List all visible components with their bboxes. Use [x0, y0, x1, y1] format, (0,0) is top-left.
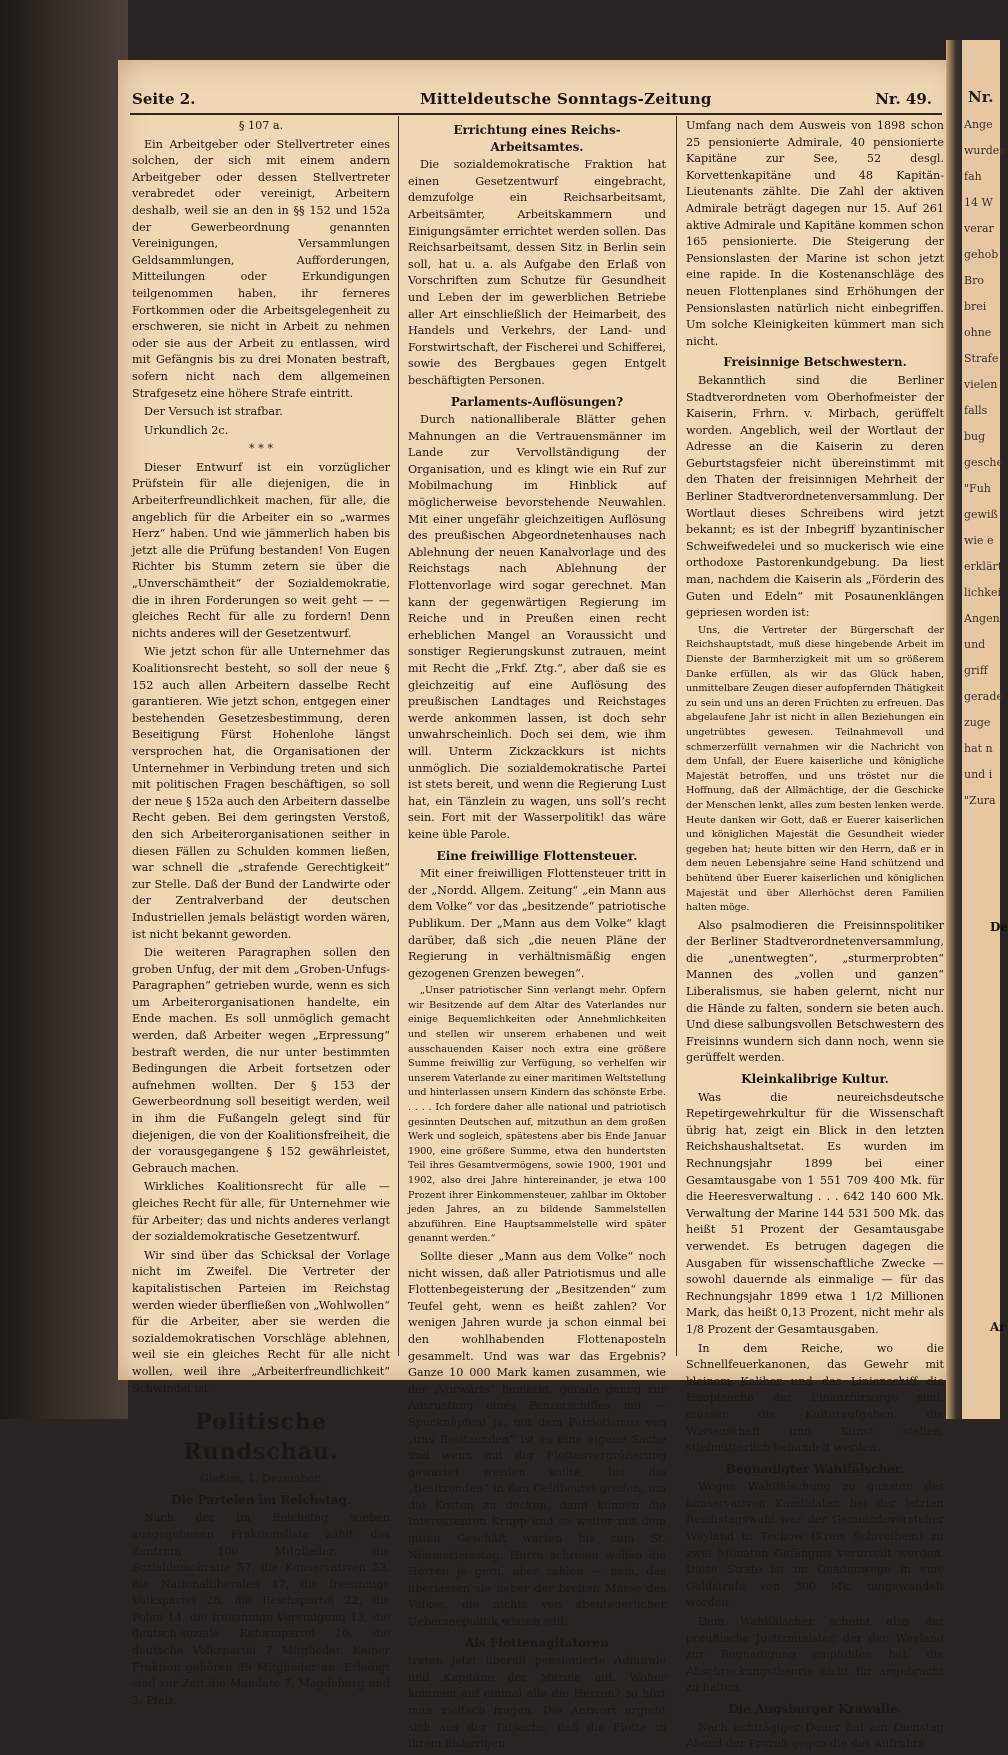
- adjacent-page-text-fragment: verar: [964, 222, 994, 235]
- article-text: Ein Arbeitgeber oder Stellvertreter eines solchen, der sich mit einem andern Arbeitgeber oder dessen Stellvertreter verabredet oder vereinigt, Arbeitern deshalb, weil sie an den in §§ 152 und 152a der Gewerbeordnung genannten Vereinigungen, Versammlungen Geldsammlungen, Aufforderungen, Mitteilungen oder Erkundigungen teilgenommen haben, ihr ferneres Fortkommen oder die Arbeitsgelegenheit zu erschweren, sie nicht in Arbeit zu nehmen oder sie aus der Arbeit zu entlassen, wird mit Gefängnis bis zu drei Monaten bestraft, sofern nicht nach dem allgemeinen Strafgesetz eine höhere Strafe eintritt.: [132, 137, 390, 400]
- adjacent-page-text-fragment: Bro: [964, 274, 984, 287]
- adjacent-page-heading-fragment: Ar: [990, 1320, 1006, 1334]
- article-heading: Als Flottenagitatoren: [465, 1635, 609, 1650]
- quoted-text: Uns, die Vertreter der Bürgerschaft der Reichshauptstadt, muß diese hingebende Arbeit im Dienste der Barmherzigkeit mit um so größerem Danke erfüllen, als wir das Glück haben, unmittelbare Zeugen dieser aufopfernden Thätigkeit zu sein und uns an deren Früchten zu erfreuen. Das abgelaufene Jahr ist nicht in allen Beziehungen ein ungetrübtes gewesen. Teilnahmevoll und schmerzerfüllt vernahmen wir die Nachricht von dem Unfall, der Euere kaiserliche und königliche Majestät betroffen, und uns tröstet nur die Hoffnung, daß der Allmächtige, der die Geschicke der Menschen lenkt, alles zum besten lenken werde. Heute danken wir Gott, daß er Euerer kaiserlichen und königlichen Majestät die Gesundheit wieder gegeben hat; heute bitten wir den Herrn, daß er in dem neuen Lebensjahre seine Hand schützend und behütend über Euerer kaiserlichen und königlichen Majestät und über Allerhöchst deren Familien halten möge.: [686, 624, 944, 914]
- article-heading: Parlaments-Auflösungen?: [450, 394, 624, 409]
- adjacent-page-text-fragment: zuge: [964, 716, 991, 729]
- adjacent-page-text-fragment: ohne: [964, 326, 992, 339]
- article-text: Dem Wahlfälscher scheint also der preußische Justizminister, der den Weyland zur Begnadigung empfohlen hat, die Abschreckungstheorie nicht für angebracht zu halten.: [686, 1615, 944, 1695]
- book-binding-edge: [0, 0, 128, 1419]
- adjacent-page-text-fragment: wurden: [964, 144, 1007, 157]
- dateline: Gießen, 1. Dezember.: [200, 1472, 322, 1486]
- adjacent-page-text-fragment: gerade: [964, 690, 1003, 703]
- article-text: Urkundlich 2c.: [144, 423, 229, 437]
- adjacent-page-text-fragment: Ange: [964, 118, 993, 131]
- adjacent-page-text-fragment: fah: [964, 170, 982, 183]
- page-header: [130, 90, 950, 112]
- adjacent-page-text-fragment: griff: [964, 664, 988, 677]
- newspaper-page: [118, 60, 960, 1751]
- adjacent-page-text-fragment: "Zura: [964, 794, 996, 807]
- adjacent-page-text-fragment: gehob: [964, 248, 999, 261]
- article-heading: Freisinnige Betschwestern.: [723, 355, 907, 370]
- adjacent-page-text-fragment: erklärt: [964, 560, 1003, 573]
- column-3: [686, 118, 944, 1755]
- column-2: [408, 118, 666, 1755]
- article-text: Dieser Entwurf ist ein vorzüglicher Prüfstein für alle diejenigen, die in Arbeiterfreundlichkeit machen, für alle, die angeblich für die Arbeiter ein so „warmes Herz“ haben. Und wie jämmerlich haben bis jetzt alle die Prüfung bestanden! Von Eugen Richter bis Stumm zetern sie über die „Unverschämtheit“ der Sozialdemokratie, die in ihren Forderungen so weit geht — — gleiches Recht für alle zu fordern! Denn nichts anderes will der Gesetzentwurf.: [132, 460, 390, 640]
- adjacent-page-text-fragment: Angen: [964, 612, 1000, 625]
- article-text: Bekanntlich sind die Berliner Stadtverordneten vom Oberhofmeister der Kaiserin, Frhrn. v. Mirbach, gerüffelt worden. Angeblich, weil der Wortlaut der Adresse an die Kaiserin zu deren Geburtstagsfeier nicht übereinstimmt mit den Thaten der freisinnigen Mehrheit der Berliner Stadtverordnetenversammlung. Der Wortlaut dieses Schreibens wird jetzt bekannt; es ist der Inbegriff byzantinischer Schweifwedelei und so muckerisch wie eine orthodoxe Pastorenkundgebung. Da liest man, nachdem die Kaiserin als „Förderin des Guten und Edeln“ mit Posaunenklängen gepriesen worden ist:: [686, 373, 944, 620]
- adjacent-page-text-fragment: brei: [964, 300, 987, 313]
- article-text: In dem Reiche, wo die Schnellfeuerkanonen, das Gewehr mit kleinem Kaliber und das Linienschiff die Hauptsache der Finanzfürsorge sind, müssen die Kulturaufgaben, die Wissenschaft und Kunst stellen, stiefmütterlich behandelt werden.: [686, 1341, 944, 1455]
- article-text: Die sozialdemokratische Fraktion hat einen Gesetzentwurf eingebracht, demzufolge ein Reichsarbeitsamt, Arbeitsämter, Arbeitskammern und Einigungsämter errichtet werden sollen. Das Reichsarbeitsamt, dessen Sitz in Berlin sein soll, hat u. a. als Aufgabe den Erlaß von Vorschriften zum Schutze für Gesundheit und Leben der im gewerblichen Betriebe aller Art einschließlich der Heimarbeit, des Handels und Verkehrs, der Land- und Forstwirtschaft, der Fischerei und Schifferei, sowie des Bergbaues gegen Entgelt beschäftigten Personen.: [408, 158, 666, 387]
- article-heading: Errichtung eines Reichs-Arbeitsamtes.: [453, 123, 621, 154]
- column-divider: [676, 116, 677, 1356]
- adjacent-page-text-fragment: hat n: [964, 742, 993, 755]
- section-title: Politische Rundschau.: [183, 1409, 339, 1466]
- column-divider: [398, 116, 399, 1356]
- article-text: Die weiteren Paragraphen sollen den groben Unfug, der mit dem „Groben-Unfugs-Paragraphen“ getrieben wurde, wenn es sich um Arbeiterorganisationen handelte, ein Ende machen. Es soll unmöglich gemacht werden, daß Arbeiter wegen „Erpressung“ bestraft werden, die nur unter bestimmten Bedingungen die Arbeit fortsetzen oder aufnehmen wollten. Der § 153 der Gewerbeordnung soll beseitigt werden, weil in ihm die Fußangeln gelegt sind für diejenigen, die von der Koalitionsfreiheit, die der vorausgegangene § 152 gewährleistet, Gebrauch machen.: [132, 946, 390, 1175]
- article-text: Nach der im Reichstag soeben ausgegebenen Fraktionsliste zählt das Zentrum 106 Mitglieder, die Sozialdemokratie 57, die Konservativen 52, die Nationalliberalen 47, die freisinnige Volkspartei 28, die Reichspartei 22, die Polen 14, die freisinnige Vereinigung 13, die deutsch-soziale Reformpartei 10, die deutsche Volkspartei 7 Mitglieder. Keiner Fraktion gehören 39 Mitglieder an. Erledigt sind zur Zeit die Mandate 7. Magdeburg und 3. Pfalz.: [132, 1511, 390, 1707]
- issue-number: Nr. 49.: [875, 90, 932, 108]
- adjacent-page-text-fragment: wie e: [964, 534, 994, 547]
- adjacent-page-text-fragment: und i: [964, 768, 993, 781]
- article-text: Nach achttägiger Dauer hat am Dienstag Abend der Prozeß gegen die des Aufruhrs: [686, 1720, 944, 1751]
- column-1: [132, 118, 390, 1711]
- article-text: Wir sind über das Schicksal der Vorlage nicht im Zweifel. Die Vertreter der kapitalistischen Parteien im Reichstag werden wieder überfließen von „Wohlwollen“ für die Arbeiter, aber sie werden die sozialdemokratischen Vorschläge ablehnen, weil sie ein gleiches Recht für alle nicht wollen, weil ihre „Arbeiterfreundlichkeit“ Schwindel ist.: [132, 1248, 390, 1395]
- adjacent-page-header: Nr.: [968, 88, 994, 106]
- adjacent-page-text-fragment: und: [964, 638, 986, 651]
- adjacent-page-text-fragment: falls: [964, 404, 988, 417]
- section-separator: * * *: [249, 442, 273, 456]
- article-text: Also psalmodieren die Freisinnspolitiker der Berliner Stadtverordnetenversammlung, die „unentwegten“, „sturmerprobten“ Mannen des „vollen und ganzen“ Liberalismus, sie haben gelernt, nicht nur die Hände zu falten, sondern sie beten auch. Und diese salbungsvollen Betschwestern des Freisinns wundern sich dann noch, wenn sie gerüffelt werden.: [686, 918, 944, 1065]
- article-text: Wirkliches Koalitionsrecht für alle — gleiches Recht für alle, für Unternehmer wie für Arbeiter; das und nichts anderes verlangt der sozialdemokratische Gesetzentwurf.: [132, 1180, 390, 1244]
- article-heading: Die Augsburger Krawalle.: [728, 1702, 902, 1716]
- adjacent-page-text-fragment: gesche: [964, 456, 1003, 469]
- quoted-text: „Unser patriotischer Sinn verlangt mehr. Opfern wir Besitzende auf dem Altar des Vaterlandes nur einige Bequemlichkeiten oder Annehmlichkeiten und stellen wir unserem erhabenen und weit ausschauenden Kaiser noch extra eine größere Summe freiwillig zur Verfügung, so verhelfen wir unserem Vaterlande zu einer maritimen Weltstellung und hinterlassen unsern Kindern das schönste Erbe. . . . . Ich fordere daher alle national und patriotisch gesinnten Deutschen auf, mitzuthun an dem großen Werk und sogleich, spätestens aber bis Ende Januar 1900, eine größere Summe, etwa den hundertsten Teil ihres Gesamtvermögens, sowie 1900, 1901 und 1902, also drei Jahre hintereinander, je etwa 100 Prozent ihrer Einkommensteuer, zahlbar im Oktober jeden Jahres, an zu bildende Sammelstellen abzuführen. Eine Hauptsammelstelle wird später genannt werden.“: [408, 985, 666, 1245]
- article-text: Der Versuch ist strafbar.: [144, 405, 283, 419]
- newspaper-title: Mitteldeutsche Sonntags-Zeitung: [420, 90, 712, 108]
- adjacent-page-text-fragment: lichkei: [964, 586, 1001, 599]
- article-text: Wie jetzt schon für alle Unternehmer das Koalitionsrecht besteht, so soll der neue § 152 auch allen Arbeitern dasselbe Recht garantieren. Wie jetzt schon, entgegen einer bestehenden Gesetzesbestimmung, deren Beseitigung Fürst Hohenlohe längst versprochen hat, die Organisationen der Unternehmer in Verbindung treten und sich mit politischen Fragen beschäftigen, so soll der neue § 152a auch den Arbeitern dasselbe Recht geben. Bei dem geringsten Verstoß, den sich Arbeiterorganisationen seither in diesen Fällen zu Schulden kommen ließen, war schnell die „strafende Gerechtigkeit“ zur Stelle. Daß der Bund der Landwirte oder der Zentralverband der deutschen Industriellen jemals belästigt worden wären, ist nicht bekannt geworden.: [132, 645, 390, 941]
- article-text: Umfang nach dem Ausweis von 1898 schon 25 pensionierte Admirale, 40 pensionierte Kapitäne zur See, 52 desgl. Korvettenkapitäne und 48 Kapitän-Lieutenants zählte. Die Zahl der aktiven Admirale beträgt dagegen nur 15. Auf 261 aktive Admirale und Kapitäne kommen schon 165 pensionierte. Die Steigerung der Pensionslasten der Marine ist schon jetzt eine rapide. In die Kostenanschläge des neuen Flottenplanes sind Erhöhungen der Pensionslasten natürlich nicht einbegriffen. Um solche Kleinigkeiten kümmert man sich nicht.: [686, 119, 944, 348]
- adjacent-page-text-fragment: vielen: [964, 378, 998, 391]
- adjacent-page-text-fragment: Strafe: [964, 352, 999, 365]
- adjacent-page-text-fragment: gewiß: [964, 508, 998, 521]
- header-rule: [130, 113, 942, 115]
- article-heading: Kleinkalibrige Kultur.: [741, 1072, 889, 1087]
- paragraph-heading: § 107 a.: [238, 119, 284, 132]
- article-text: treten jetzt überall pensionierte Admirale und Kapitäne der Marine auf. Woher kommen auf einmal alle die Herren? so hört man vielfach fragen. Die Antwort ergiebt sich aus der Tatsache, daß die Flotte in ihrem bisherigen: [408, 1654, 666, 1751]
- article-text: Mit einer freiwilligen Flottensteuer tritt in der „Nordd. Allgem. Zeitung“ „ein Mann aus dem Volke“ vor das „besitzende“ patriotische Publikum. Der „Mann aus dem Volke“ klagt darüber, daß sich „die neuen Pläne der Regierung in verhältnismäßig engen gezogenen Grenzen bewegen“.: [408, 867, 666, 980]
- adjacent-page-text-fragment: "Fuh: [964, 482, 991, 495]
- article-heading: Begnadigter Wahlfälscher.: [725, 1461, 905, 1476]
- article-text: Wegen Wahlfälschung zu gunsten des konservativen Kandidaten bei der letzten Reichstagswahl war der Gemeindevorsteher Weyland in Techow (Kreis Schivelbein) zu zwei Monaten Gefängnis verurteilt worden. Diese Strafe ist im Gnadenwege in eine Geldstrafe von 300 Mk. umgewandelt worden.: [686, 1480, 944, 1610]
- adjacent-page-text-fragment: 14 W: [964, 196, 993, 209]
- adjacent-page-fragment: [962, 40, 1008, 1419]
- article-heading: Eine freiwillige Flottensteuer.: [436, 848, 638, 863]
- adjacent-page-heading-fragment: De: [990, 920, 1008, 934]
- article-text: Durch nationalliberale Blätter gehen Mahnungen an die Vertrauensmänner im Lande zur Vervollständigung der Organisation, und es klingt wie ein Ruf zur Mobilmachung im Hinblick auf möglicherweise bevorstehende Neuwahlen. Mit einer ungefähr gleichzeitigen Auflösung des preußischen Abgeordnetenhauses nach Ablehnung der neuen Kanalvorlage und des Reichstags nach Ablehnung der Flottenvorlage wird sogar gerechnet. Man kann der gegenwärtigen Regierung im Reiche und in Preußen einen recht erheblichen Mangel an Voraussicht und sonstiger Regierungskunst zutrauen, meint mit Recht die „Frkf. Ztg.“, aber daß sie es gleichzeitig auf eine Auflösung des preußischen Landtages und Reichstages werde ankommen lassen, ist doch sehr unwahrscheinlich. Doch sei dem, wie ihm will. Unterm Zickzackkurs ist nichts unmöglich. Die sozialdemokratische Partei ist stets bereit, und wenn die Regierung Lust hat, ein Tänzlein zu wagen, uns soll’s recht sein. Fort mit der Wasserpolitik! das wäre keine üble Parole.: [408, 413, 666, 841]
- adjacent-page-text-fragment: bug: [964, 430, 986, 443]
- article-text: Was die neureichsdeutsche Repetirgewehrkultur für die Wissenschaft übrig hat, zeigt ein Blick in den letzten Reichshaushaltsetat. Es wurden im Rechnungsjahr 1899 bei einer Gesamtausgabe von 1 551 709 400 Mk. für die Heeresverwaltung . . . 642 140 600 Mk. Verwaltung der Marine 144 531 500 Mk. das heißt 51 Prozent der Gesamtausgabe verwendet. Es betrugen dagegen die Ausgaben für wissenschaftliche Zwecke — sowohl dauernde als einmalige — für das Rechnungsjahr 1899 etwa 1 1/2 Millionen Mark, das heißt 0,13 Prozent, nicht mehr als 1/8 Prozent der Gesamtausgaben.: [686, 1090, 944, 1336]
- page-number: Seite 2.: [132, 90, 196, 108]
- article-heading: Die Parteien im Reichstag.: [170, 1492, 352, 1507]
- article-text: Sollte dieser „Mann aus dem Volke“ noch nicht wissen, daß aller Patriotismus und alle Flottenbegeisterung der „Besitzenden“ zum Teufel geht, wenn es heißt zahlen? Vor wenigen Jahren wurde ja schon einmal bei den wohlhabenden Flottenaposteln gesammelt. Und was war das Ergebnis? Ganze 10 000 Mark kamen zusammen, wie der „Vorwärts“ bemerkt, gerade genug zur Ausrüstung eines Panzerschiffes mit — Spucknäpfen! Ja, mit dem Patriotismus von „uns Besitzenden“ ist es eine eigene Sache und wenn mit der Flottenvergrößerung gewartet werden sollte, bis die „Besitzenden“ in den Geldbeutel greifen, um die Kosten zu decken, dann können die Interessenten Krupp und so weiter mit dem guten Geschäft warten bis zum St. Nimmerleinstag. Hurra schreien wollen die Herren ja gern, aber zahlen — nein, das überlassen sie lieber der breiten Masse des Volkes, die nichts von abenteuerlicher Ueberseepolitik wissen will.: [408, 1249, 666, 1629]
